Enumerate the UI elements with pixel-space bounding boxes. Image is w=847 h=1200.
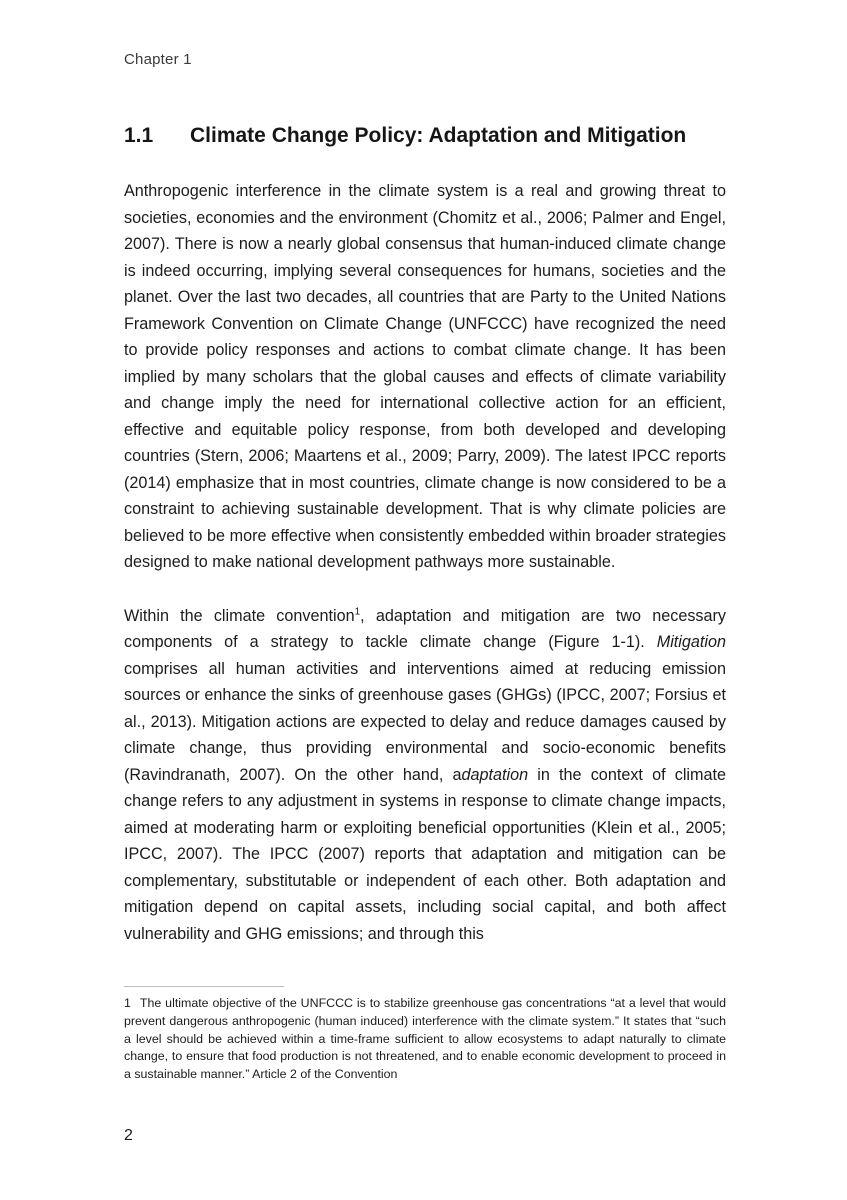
footnote-block <box>124 986 726 1084</box>
footnote-rule <box>124 986 284 987</box>
running-header: Chapter 1 <box>124 51 192 68</box>
page-content <box>124 0 726 947</box>
text-run: in the context of climate change refers to any adjustment in systems in response to climate change impacts, aimed at moderating harm or exploiting beneficial opportunities (Klein et al., 2005; IPCC, 2007). The IPCC (2007) reports that adaptation and mitigation can be complementary, substitutable or independent of each other. Both adaptation and mitigation depend on capital assets, including social capital, and both affect vulnerability and GHG emissions; and through this <box>124 765 726 943</box>
footnote-reference: 1 <box>354 606 361 618</box>
footnote-text: The ultimate objective of the UNFCCC is to stabilize greenhouse gas concentrations “at a level that would prevent dangerous anthropogenic (human induced) interference with the climate system.” It states that “such a level should be achieved within a time-frame sufficient to allow ecosystems to adapt naturally to climate change, to ensure that food production is not threatened, and to enable economic development to proceed in a sustainable manner.” Article 2 of the Convention <box>124 996 726 1082</box>
section-title: Climate Change Policy: Adaptation and Mitigation <box>190 124 687 147</box>
footnote <box>124 995 726 1084</box>
text-run: Within the climate convention <box>124 606 355 625</box>
body-paragraph-1: Anthropogenic interference in the climate system is a real and growing threat to societies, economies and the environment (Chomitz et al., 2006; Palmer and Engel, 2007). There is now a nearly global consensus that human-induced climate change is indeed occurring, implying several consequences for humans, societies and the planet. Over the last two decades, all countries that are Party to the United Nations Framework Convention on Climate Change (UNFCCC) have recognized the need to provide policy responses and actions to combat climate change. It has been implied by many scholars that the global causes and effects of climate variability and change imply the need for international collective action for an efficient, effective and equitable policy response, from both developed and developing countries (Stern, 2006; Maartens et al., 2009; Parry, 2009). The latest IPCC reports (2014) emphasize that in most countries, climate change is now considered to be a constraint to achieving sustainable development. That is why climate policies are believed to be more effective when consistently embedded within broader strategies designed to make national development pathways more sustainable. <box>124 182 726 571</box>
body-paragraph-2 <box>124 603 726 948</box>
text-run-italic: Mitigation <box>656 633 726 651</box>
section-number: 1.1 <box>124 124 154 147</box>
footnote-marker: 1 <box>124 996 131 1010</box>
text-run-italic: daptation <box>461 765 529 784</box>
page-number: 2 <box>124 1127 133 1144</box>
section-heading <box>124 123 726 149</box>
text-run: , adaptation and mitigation are two necessary components of a strategy to tackle climate change (Figure 1-1). <box>124 606 726 651</box>
text-run: comprises all human activities and interventions aimed at reducing emission sources or enhance the sinks of greenhouse gases (GHGs) (IPCC, 2007; Forsius et al., 2013). Mitigation actions are expected to delay and reduce damages caused by climate change, thus providing environmental and socio-economic benefits (Ravindranath, 2007). On the other hand, a <box>124 659 726 784</box>
